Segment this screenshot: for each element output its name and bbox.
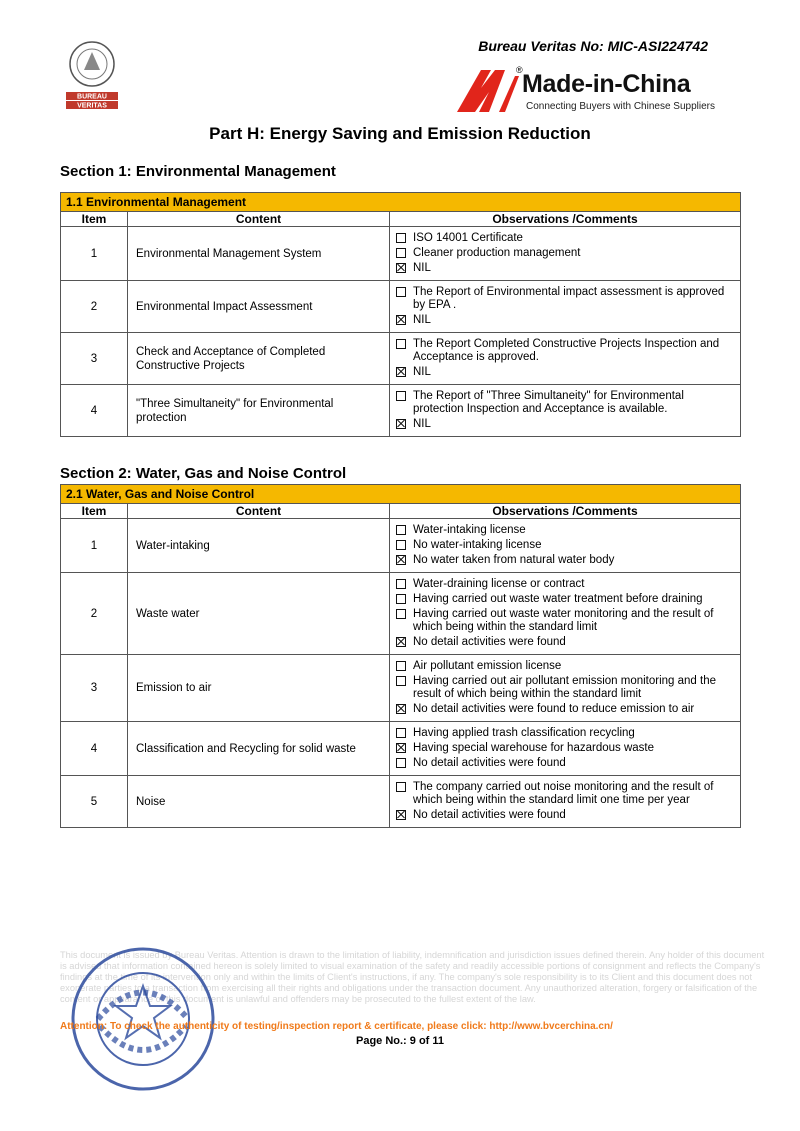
row-item-number: 5 <box>61 776 128 828</box>
unchecked-box-icon <box>396 728 406 738</box>
checkbox-option <box>396 554 734 567</box>
row-content: Emission to air <box>128 655 390 722</box>
row-item-number: 2 <box>61 573 128 655</box>
table-row <box>61 385 741 437</box>
row-item-number: 1 <box>61 519 128 573</box>
row-observations <box>390 573 741 655</box>
checked-box-icon <box>396 315 406 325</box>
unchecked-box-icon <box>396 676 406 686</box>
checkbox-option-label: NIL <box>413 262 431 274</box>
unchecked-box-icon <box>396 594 406 604</box>
checkbox-option <box>396 578 734 591</box>
table-row <box>61 655 741 722</box>
row-content: Classification and Recycling for solid waste <box>128 722 390 776</box>
row-content: Noise <box>128 776 390 828</box>
checked-box-icon <box>396 810 406 820</box>
checkbox-option <box>396 608 734 634</box>
row-item-number: 2 <box>61 281 128 333</box>
unchecked-box-icon <box>396 525 406 535</box>
checkbox-option-label: Air pollutant emission license <box>413 660 562 672</box>
checkbox-option-label: No detail activities were found <box>413 636 566 648</box>
checkbox-option <box>396 247 734 260</box>
table-row <box>61 227 741 281</box>
row-observations <box>390 655 741 722</box>
checkbox-option-label: NIL <box>413 418 431 430</box>
checkbox-option-label: The company carried out noise monitoring and the result of which being within the standard limit one time per year <box>413 781 714 806</box>
row-observations <box>390 776 741 828</box>
checkbox-option-label: The Report of "Three Simultaneity" for Environmental protection Inspection and Acceptance is available. <box>413 390 684 415</box>
checkbox-option <box>396 286 734 312</box>
checkbox-option <box>396 418 734 431</box>
checkbox-option-label: No water-intaking license <box>413 539 542 551</box>
checked-box-icon <box>396 419 406 429</box>
checkbox-option <box>396 703 734 716</box>
row-content: Check and Acceptance of Completed Constructive Projects <box>128 333 390 385</box>
part-title: Part H: Energy Saving and Emission Reduction <box>209 124 591 143</box>
checkbox-option-label: Having carried out waste water treatment before draining <box>413 593 703 605</box>
row-item-number: 1 <box>61 227 128 281</box>
checkbox-option-label: Cleaner production management <box>413 247 581 259</box>
column-header-content: Content <box>128 212 390 227</box>
checkbox-option <box>396 636 734 649</box>
row-content: Environmental Management System <box>128 227 390 281</box>
checkbox-option-label: The Report Completed Constructive Projects Inspection and Acceptance is approved. <box>413 338 720 363</box>
checkbox-option <box>396 809 734 822</box>
page-number: Page No.: 9 of 11 <box>355 1035 445 1047</box>
section-2-title: Section 2: Water, Gas and Noise Control <box>60 465 347 482</box>
checkbox-option-label: The Report of Environmental impact assessment is approved by EPA . <box>413 286 725 311</box>
checkbox-option-label: Water-intaking license <box>413 524 526 536</box>
svg-text:BUREAU: BUREAU <box>77 93 107 101</box>
checkbox-option <box>396 742 734 755</box>
row-observations <box>390 385 741 437</box>
checkbox-option-label: NIL <box>413 314 431 326</box>
checked-box-icon <box>396 263 406 273</box>
column-header-observations: Observations /Comments <box>390 212 741 227</box>
table-row <box>61 519 741 573</box>
checkbox-option <box>396 390 734 416</box>
checkbox-option <box>396 660 734 673</box>
checkbox-option-label: NIL <box>413 366 431 378</box>
bureau-veritas-logo <box>66 40 118 110</box>
checkbox-option <box>396 338 734 364</box>
checkbox-option <box>396 781 734 807</box>
checkbox-option <box>396 262 734 275</box>
row-content: Environmental Impact Assessment <box>128 281 390 333</box>
row-observations <box>390 722 741 776</box>
checkbox-option-label: Having carried out air pollutant emission monitoring and the result of which being within the standard limit <box>413 675 716 700</box>
table-band-title: 2.1 Water, Gas and Noise Control <box>61 485 741 504</box>
row-item-number: 3 <box>61 333 128 385</box>
row-content: "Three Simultaneity" for Environmental protection <box>128 385 390 437</box>
row-observations <box>390 333 741 385</box>
checked-box-icon <box>396 555 406 565</box>
certification-stamp <box>70 946 216 1092</box>
table-row <box>61 333 741 385</box>
checkbox-option-label: Water-draining license or contract <box>413 578 585 590</box>
unchecked-box-icon <box>396 391 406 401</box>
checkbox-option <box>396 232 734 245</box>
checkbox-option <box>396 757 734 770</box>
report-number: Bureau Veritas No: MIC-ASI224742 <box>478 38 708 54</box>
unchecked-box-icon <box>396 248 406 258</box>
made-in-china-tagline: Connecting Buyers with Chinese Suppliers <box>526 101 715 112</box>
table-row <box>61 776 741 828</box>
unchecked-box-icon <box>396 661 406 671</box>
checkbox-option <box>396 524 734 537</box>
column-header-observations: Observations /Comments <box>390 504 741 519</box>
unchecked-box-icon <box>396 609 406 619</box>
column-header-item: Item <box>61 504 128 519</box>
section-1-title: Section 1: Environmental Management <box>60 163 336 180</box>
checkbox-option-label: ISO 14001 Certificate <box>413 232 523 244</box>
svg-text:VERITAS: VERITAS <box>77 102 107 110</box>
checkbox-option <box>396 593 734 606</box>
unchecked-box-icon <box>396 782 406 792</box>
row-content: Waste water <box>128 573 390 655</box>
checked-box-icon <box>396 704 406 714</box>
unchecked-box-icon <box>396 579 406 589</box>
row-content: Water-intaking <box>128 519 390 573</box>
checkbox-option <box>396 727 734 740</box>
checkbox-option-label: Having carried out waste water monitoring and the result of which being within the standard limit <box>413 608 714 633</box>
unchecked-box-icon <box>396 233 406 243</box>
checkbox-option-label: Having applied trash classification recycling <box>413 727 635 739</box>
row-item-number: 4 <box>61 722 128 776</box>
row-observations <box>390 519 741 573</box>
checkbox-option-label: No detail activities were found to reduce emission to air <box>413 703 695 715</box>
water-gas-noise-table <box>60 484 741 828</box>
unchecked-box-icon <box>396 339 406 349</box>
checkbox-option-label: No water taken from natural water body <box>413 554 615 566</box>
unchecked-box-icon <box>396 758 406 768</box>
row-item-number: 3 <box>61 655 128 722</box>
table-row <box>61 281 741 333</box>
checkbox-option <box>396 314 734 327</box>
checkbox-option <box>396 366 734 379</box>
row-item-number: 4 <box>61 385 128 437</box>
made-in-china-name: Made-in-China <box>522 70 691 98</box>
table-row <box>61 573 741 655</box>
checkbox-option-label: Having special warehouse for hazardous waste <box>413 742 654 754</box>
row-observations <box>390 281 741 333</box>
unchecked-box-icon <box>396 540 406 550</box>
registered-mark: ® <box>516 65 523 75</box>
unchecked-box-icon <box>396 287 406 297</box>
checked-box-icon <box>396 637 406 647</box>
checkbox-option-label: No detail activities were found <box>413 809 566 821</box>
column-header-content: Content <box>128 504 390 519</box>
legal-disclaimer: This document is issued by Bureau Veritas. Attention is drawn to the limitation of liability, indemnification and jurisdiction issues defined therein. Any holder of this document is advised that information contained hereon is solely limited to visual examination of the safety and readily accessible portions of consignment and reflects the Company's findings at the time of its intervention only and within the limits of Client's instructions, if any. The company's sole responsibility is to its Client and this document does not exonerate parties to a transaction from exercising all their rights and obligations under the transaction document. Any unauthorized alteration, forgery or falsification of the content or appearance of this document is unlawful and offenders may be prosecuted to the fullest extent of the law. <box>60 950 765 1004</box>
column-header-item: Item <box>61 212 128 227</box>
authenticity-notice: Attention: To check the authenticity of testing/inspection report & certificate, please click: http://www.bvcerchina.cn/ <box>60 1021 613 1032</box>
table-band-title: 1.1 Environmental Management <box>61 193 741 212</box>
row-observations <box>390 227 741 281</box>
checkbox-option <box>396 539 734 552</box>
checked-box-icon <box>396 367 406 377</box>
table-row <box>61 722 741 776</box>
checkbox-option <box>396 675 734 701</box>
checkbox-option-label: No detail activities were found <box>413 757 566 769</box>
checked-box-icon <box>396 743 406 753</box>
environmental-management-table <box>60 192 741 437</box>
